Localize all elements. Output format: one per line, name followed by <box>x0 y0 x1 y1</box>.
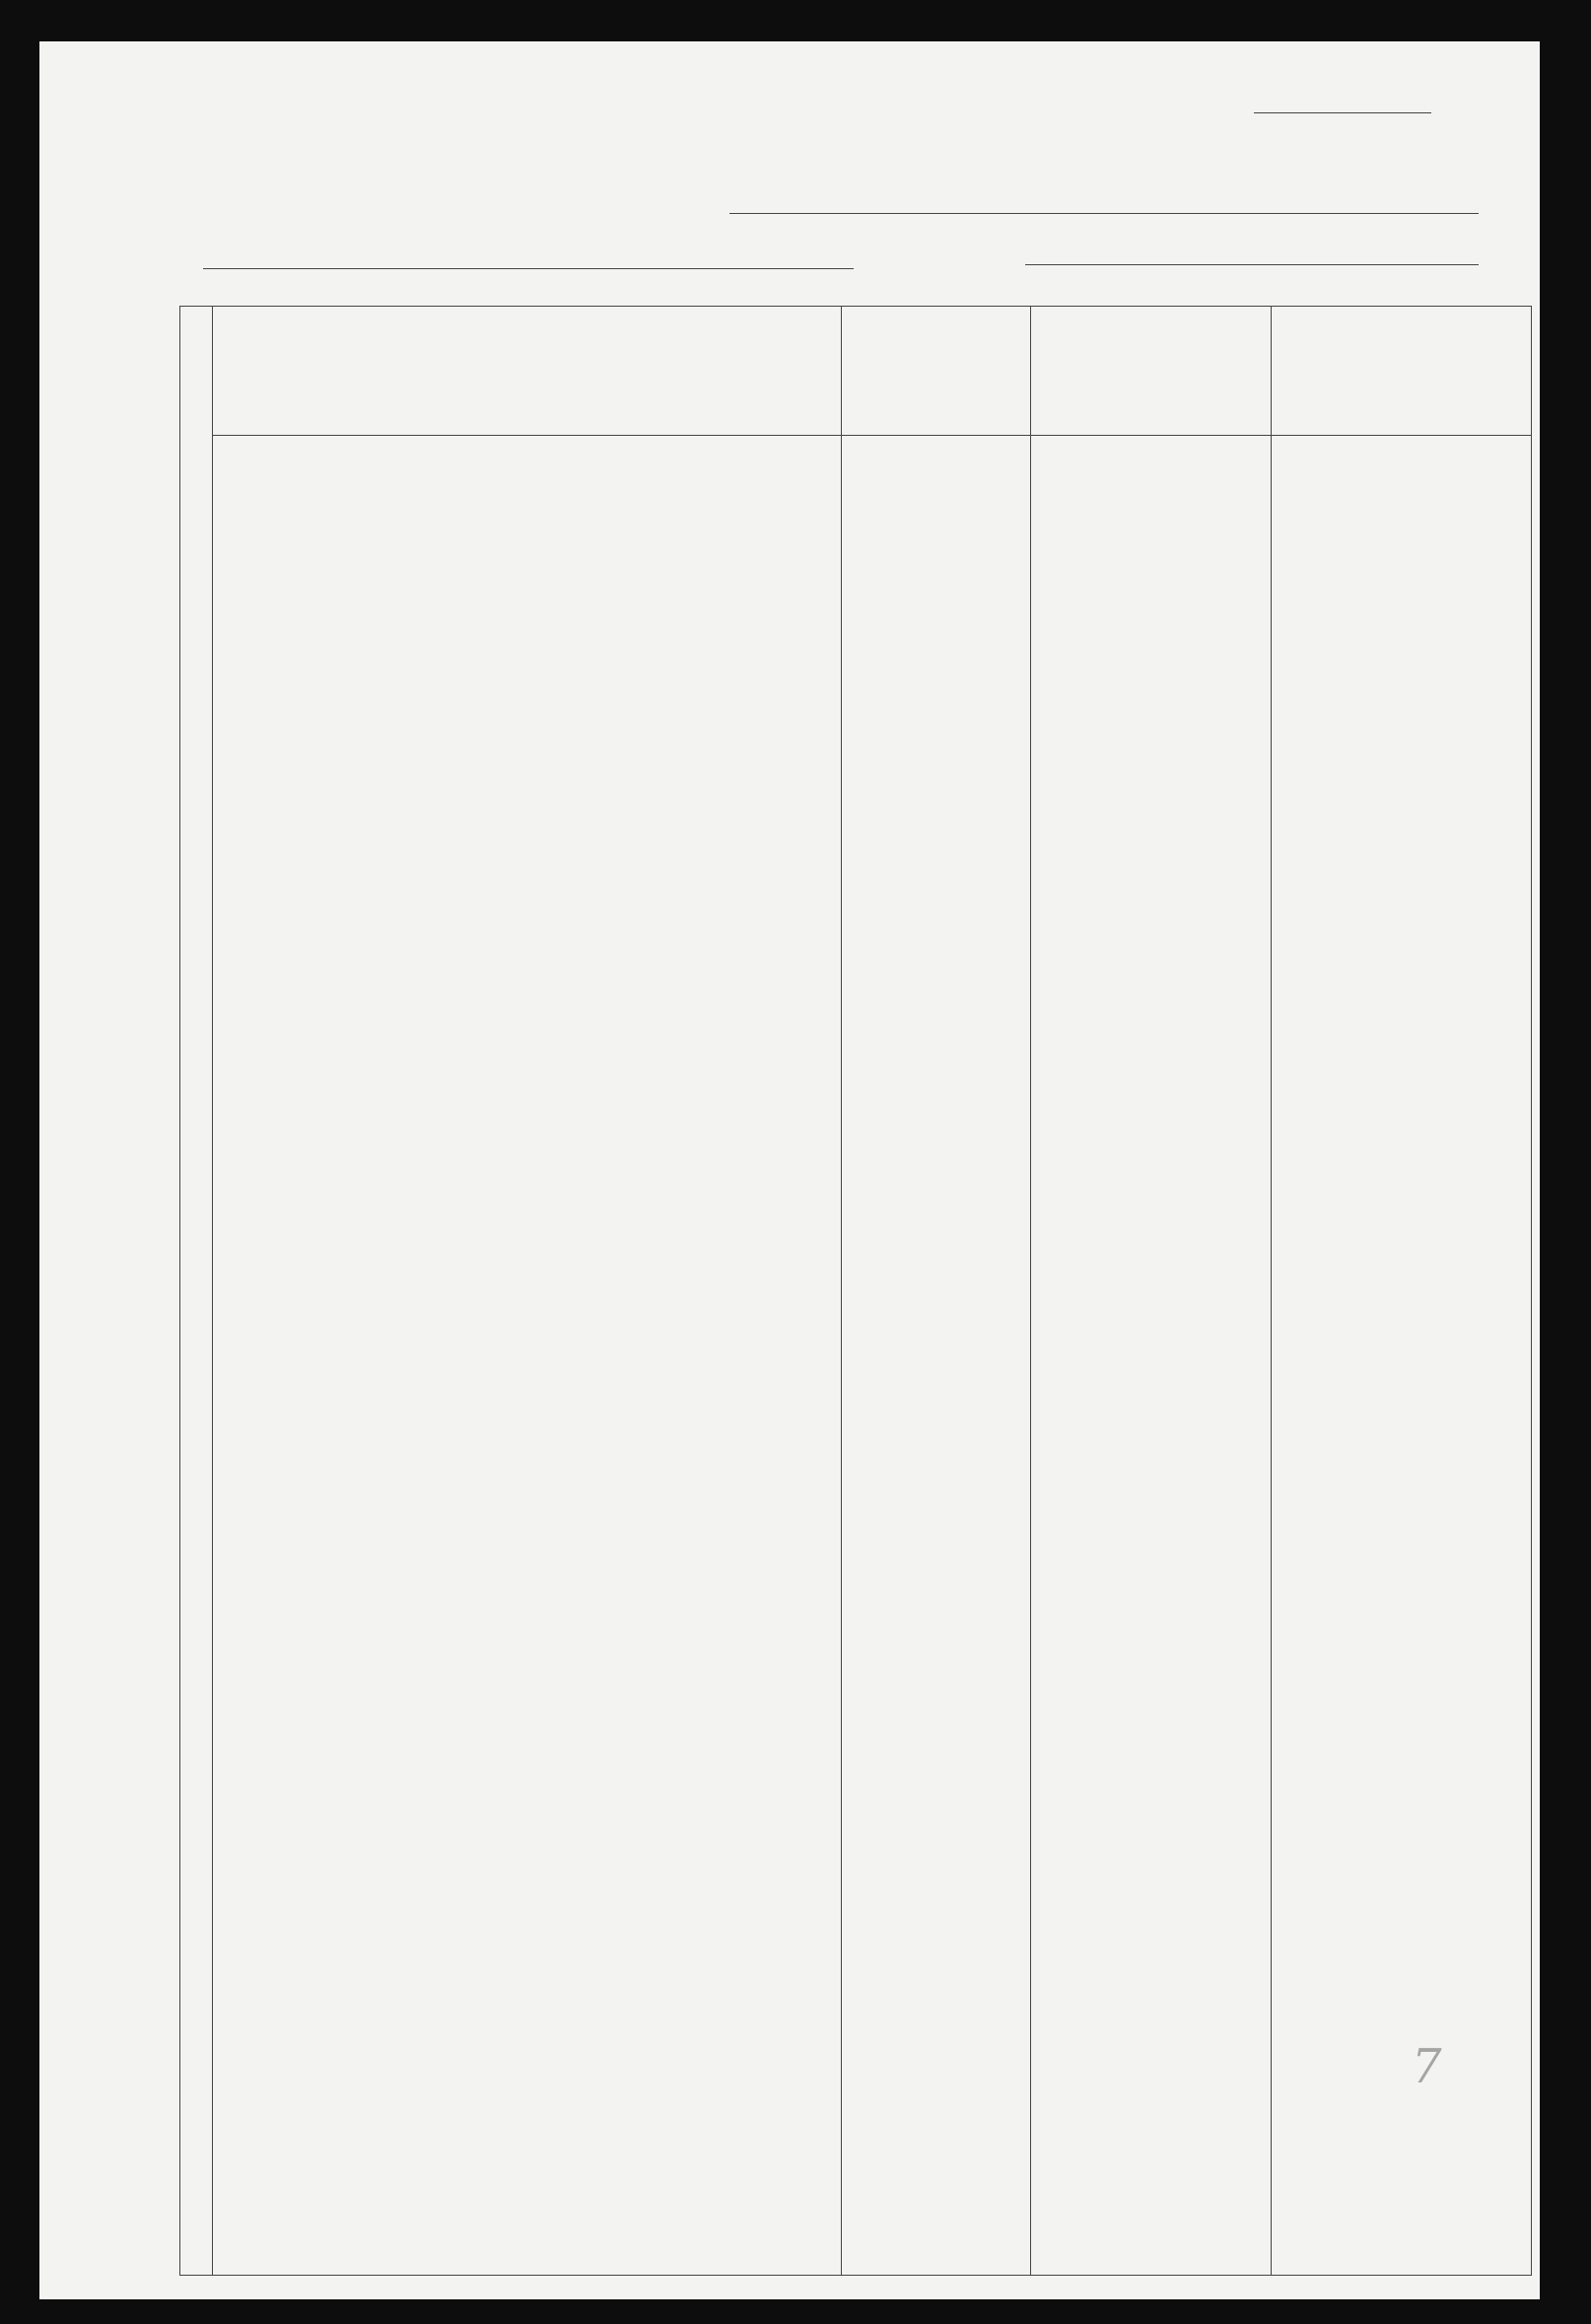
arrival-line <box>1025 264 1479 265</box>
rule-line-no <box>212 307 213 2275</box>
signature-mark: 7 <box>1412 2039 1442 2094</box>
rule-baggage <box>1030 307 1031 2275</box>
passenger-list-page <box>39 41 1540 2299</box>
rule-officers <box>1271 307 1272 2275</box>
passenger-table <box>179 306 1532 2276</box>
from-line <box>729 213 1479 214</box>
vessel-line <box>203 268 854 269</box>
rule-passport <box>841 307 842 2275</box>
header-rule <box>212 435 1531 436</box>
list-no-line <box>1254 112 1431 113</box>
